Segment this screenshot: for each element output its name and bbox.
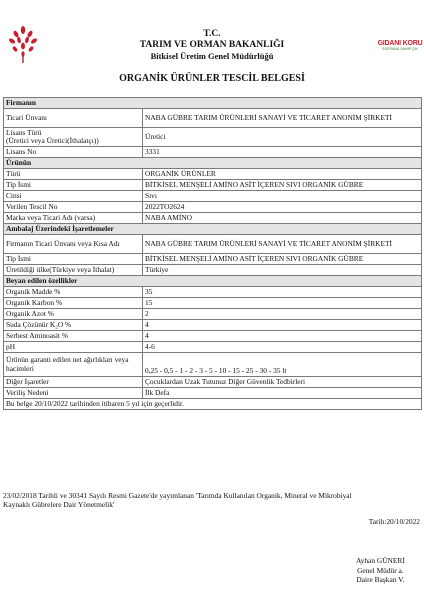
label-line: Lisans Türü — [6, 127, 42, 137]
table-row — [4, 377, 422, 388]
row-value: 15 — [143, 298, 422, 309]
gazette-line-2: Kaynaklı Gübrelere Dair Yönetmelik' — [3, 500, 115, 509]
table-row — [4, 147, 422, 158]
row-value: BİTKİSEL MENŞELİ AMİNO ASİT İÇEREN SIVI ORGANİK GÜBRE — [143, 254, 422, 265]
section-heading: Firmanın — [4, 98, 422, 109]
row-label: Türü — [4, 169, 143, 180]
row-label: Suda Çözünür K₂O % — [4, 320, 143, 331]
table-row — [4, 309, 422, 320]
table-row — [4, 287, 422, 298]
table-row — [4, 235, 422, 254]
row-label: Lisans No — [4, 147, 143, 158]
brand-tagline: SOFRANA SAHİP ÇIK — [382, 47, 418, 51]
label-line: (Üretici veya Üretici(İthalatçı)) — [6, 136, 99, 145]
table-row — [4, 169, 422, 180]
table-row — [4, 388, 422, 399]
row-label: Organik Azot % — [4, 309, 143, 320]
table-row — [4, 213, 422, 224]
document-title: ORGANİK ÜRÜNLER TESCİL BELGESİ — [119, 73, 305, 84]
header-tc: T.C. — [203, 29, 221, 39]
row-label: Veriliş Nedeni — [4, 388, 143, 399]
section-heading: Ürünün — [4, 158, 422, 169]
table-row — [4, 265, 422, 276]
header-ministry: TARIM VE ORMAN BAKANLIĞI — [139, 40, 285, 50]
row-value: 4 — [143, 320, 422, 331]
gazette-line-1: 23/02/2018 Tarihli ve 30341 Sayılı Resmi Gazete'de yayımlanan 'Tarımda Kullanılan Organik, Mineral ve Mikrobiyal — [3, 491, 352, 500]
row-label: Ürünün garanti edilen net ağırlıkları veya hacimleri — [4, 353, 143, 377]
section-packaging — [4, 224, 422, 235]
signature-block — [356, 556, 405, 585]
row-label: pH — [4, 342, 143, 353]
row-value: 35 — [143, 287, 422, 298]
section-product — [4, 158, 422, 169]
header-directorate: Bitkisel Üretim Genel Müdürlüğü — [150, 51, 274, 61]
row-label: Verilen Tescil No — [4, 202, 143, 213]
row-label: Marka veya Ticari Adı (varsa) — [4, 213, 143, 224]
validity-text: Bu belge 20/10/2022 tarihinden itibaren 5 yıl için geçerlidir. — [4, 399, 422, 410]
validity-row — [4, 399, 422, 410]
row-value: 2 — [143, 309, 422, 320]
row-label: Ticari Ünvanı — [4, 109, 143, 128]
row-label: Tip İsmi — [4, 254, 143, 265]
row-label — [4, 128, 143, 147]
table-row — [4, 342, 422, 353]
row-value: 2022TO2624 — [143, 202, 422, 213]
table-row — [4, 353, 422, 377]
row-value: Çocuklardan Uzak Tutunuz Diğer Güvenlik Tedbirleri — [143, 377, 422, 388]
registration-table — [3, 97, 422, 410]
row-value: Sıvı — [143, 191, 422, 202]
document-date: Tarih:20/10/2022 — [368, 517, 420, 526]
row-value: NABA GÜBRE TARIM ÜRÜNLERİ SANAYİ VE TİCARET ANONİM ŞİRKETİ — [143, 235, 422, 254]
signatory-name: Ayhan GÜNERİ — [356, 556, 405, 565]
row-value: ORGANİK ÜRÜNLER — [143, 169, 422, 180]
row-value: NABA GÜBRE TARIM ÜRÜNLERİ SANAYİ VE TİCARET ANONİM ŞİRKETİ — [143, 109, 422, 128]
table-row — [4, 109, 422, 128]
row-value: 3331 — [143, 147, 422, 158]
table-row — [4, 320, 422, 331]
row-value: BİTKİSEL MENŞELİ AMİNO ASİT İÇEREN SIVI ORGANİK GÜBRE — [143, 180, 422, 191]
row-value: Türkiye — [143, 265, 422, 276]
section-heading: Ambalaj Üzerindeki İşaretlemeler — [4, 224, 422, 235]
signatory-title: Daire Başkan V. — [356, 575, 405, 585]
row-value: Üretici — [143, 128, 422, 147]
table-row — [4, 191, 422, 202]
row-label: Organik Madde % — [4, 287, 143, 298]
row-value: 4-6 — [143, 342, 422, 353]
row-label: Tip İsmi — [4, 180, 143, 191]
row-label: Diğer İşaretler — [4, 377, 143, 388]
table-row — [4, 128, 422, 147]
section-properties — [4, 276, 422, 287]
table-row — [4, 254, 422, 265]
row-label: Cinsi — [4, 191, 143, 202]
row-label: Üretildiği ülke(Türkiye veya İthalat) — [4, 265, 143, 276]
row-label: Organik Karbon % — [4, 298, 143, 309]
table-row — [4, 298, 422, 309]
section-heading: Beyan edilen özellikler — [4, 276, 422, 287]
row-label: Firmanın Ticari Ünvanı veya Kısa Adı — [4, 235, 143, 254]
row-value: 4 — [143, 331, 422, 342]
signatory-title: Genel Müdür a. — [357, 565, 404, 575]
row-label: Serbest Aminoasit % — [4, 331, 143, 342]
row-value: 0,25 - 0,5 - 1 - 2 - 3 - 5 - 10 - 15 - 25 - 30 - 35 lt — [143, 353, 422, 377]
row-value: İlk Defa — [143, 388, 422, 399]
table-row — [4, 180, 422, 191]
row-value: NABA AMİNO — [143, 213, 422, 224]
brand-name: GIDANI KORU — [377, 40, 423, 47]
table-row — [4, 331, 422, 342]
section-firm — [4, 98, 422, 109]
table-row — [4, 202, 422, 213]
